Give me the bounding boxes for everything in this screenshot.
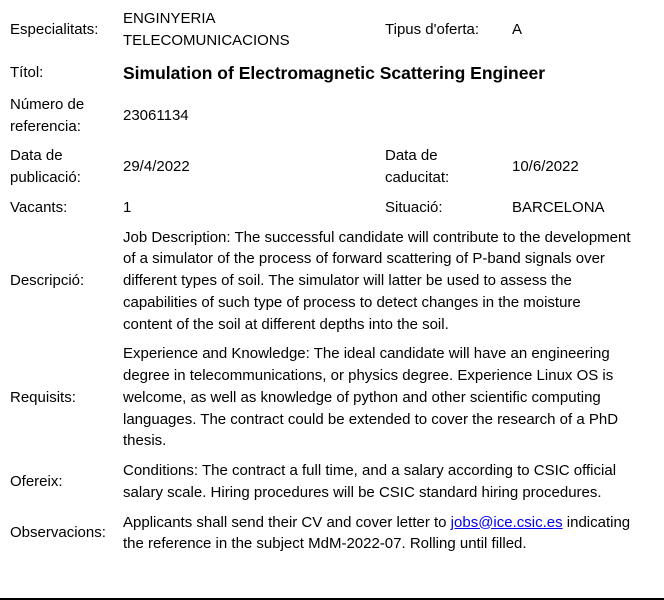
referencia-value: 23061134 bbox=[123, 106, 189, 124]
row-observacions bbox=[10, 512, 664, 556]
data-caducitat-label: Data de caducitat: bbox=[385, 147, 450, 186]
email-link[interactable]: jobs@ice.csic.es bbox=[450, 513, 563, 531]
data-caducitat-value: 10/6/2022 bbox=[512, 158, 579, 176]
titol-label: Títol: bbox=[10, 63, 44, 81]
tipus-oferta-value: A bbox=[512, 20, 523, 38]
especialitats-label: Especialitats: bbox=[10, 20, 99, 38]
row-ofereix bbox=[10, 460, 664, 504]
page-title: Simulation of Electromagnetic Scattering Engineer bbox=[123, 62, 546, 83]
situacio-value: BARCELONA bbox=[512, 198, 605, 216]
ofereix-label: Ofereix: bbox=[10, 472, 63, 490]
especialitats-value: ENGINYERIA TELECOMUNICACIONS bbox=[123, 10, 290, 49]
vacants-value: 1 bbox=[123, 198, 132, 216]
situacio-label: Situació: bbox=[385, 198, 443, 216]
data-publicacio-value: 29/4/2022 bbox=[123, 158, 190, 176]
observacions-text-before: Applicants shall send their CV and cover letter to bbox=[123, 513, 451, 531]
vacants-label: Vacants: bbox=[10, 198, 68, 216]
descripcio-value: Job Description: The successful candidate will contribute to the development of a simulator of the process of forward scattering of P-band signals over different types of soil. The simulator will latter be used to assess the capabilities of such type of process to detect changes in the moisture content of the soil at different depths into the soil. bbox=[123, 228, 631, 333]
observacions-text-after: indicating the reference in the subject MdM-2022-07. Rolling until filled. bbox=[123, 513, 631, 553]
row-titol bbox=[10, 60, 664, 86]
row-requisits bbox=[10, 343, 664, 452]
ofereix-value: Conditions: The contract a full time, and a salary according to CSIC official salary scale. Hiring procedures will be CSIC standard hiring procedures. bbox=[123, 462, 617, 501]
observacions-label: Observacions: bbox=[10, 524, 106, 542]
row-descripcio bbox=[10, 227, 664, 336]
row-especialitats bbox=[10, 8, 664, 52]
requisits-value: Experience and Knowledge: The ideal candidate will have an engineering degree in telecommunications, or physics degree. Experience Linux OS is welcome, as well as knowledge of python and other scientific computing languages. The contract could be extended to cover the research of a PhD thesis. bbox=[123, 345, 619, 450]
observacions-value bbox=[123, 512, 664, 556]
descripcio-label: Descripció: bbox=[10, 272, 85, 289]
row-dates bbox=[10, 145, 664, 189]
referencia-label: Número de referencia: bbox=[10, 95, 85, 135]
requisits-label: Requisits: bbox=[10, 388, 76, 406]
row-referencia bbox=[10, 94, 664, 138]
data-publicacio-label: Data de publicació: bbox=[10, 147, 81, 186]
row-vacants bbox=[10, 197, 664, 219]
tipus-oferta-label: Tipus d'oferta: bbox=[385, 20, 480, 38]
